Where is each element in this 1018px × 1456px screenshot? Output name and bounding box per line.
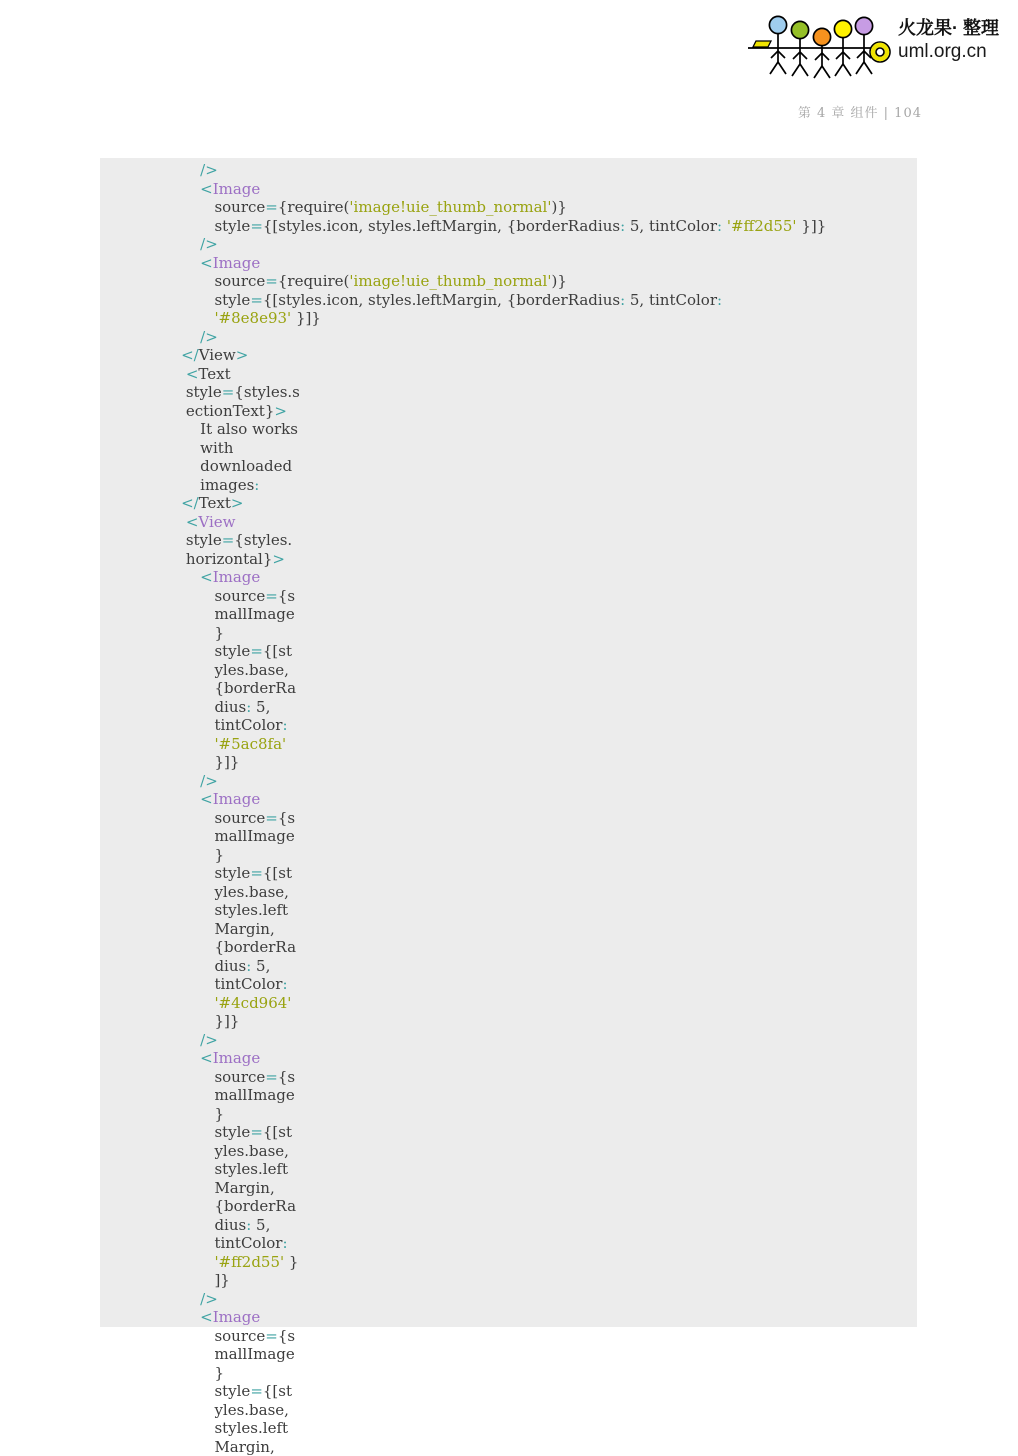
code-line: style={[st [100,864,1018,883]
code-line: mallImage [100,827,1018,846]
code-line: horizontal}> [100,550,1018,569]
code-line: downloaded [100,457,1018,476]
logo-ring-inner [876,48,884,56]
code-line: /> [100,328,1018,347]
brand-domain: uml.org.cn [898,40,1016,64]
code-line: styles.left [100,901,1018,920]
code-line: style={styles.s [100,383,1018,402]
code-line: <Image [100,1049,1018,1068]
code-line: It also works [100,420,1018,439]
code-line: style={styles. [100,531,1018,550]
code-line: mallImage [100,1345,1018,1364]
code-line: }]} [100,753,1018,772]
code-line: /> [100,1290,1018,1309]
code-line: }]} [100,1012,1018,1031]
code-line: yles.base, [100,1401,1018,1420]
code-line: <Image [100,790,1018,809]
logo-ring-band [873,45,887,59]
code-line: {borderRa [100,679,1018,698]
code-line: yles.base, [100,1142,1018,1161]
code-line: /> [100,235,1018,254]
logo-head-purple [855,17,872,34]
code-line: } [100,1364,1018,1383]
code-line: Margin, [100,1179,1018,1198]
code-line: </Text> [100,494,1018,513]
logo-head-yellow [834,20,851,37]
code-line: source={s [100,809,1018,828]
code-line: {borderRa [100,1197,1018,1216]
page-header-chapter-pagenumber: 第 4 章 组件 | 104 [700,102,922,121]
code-line: source={s [100,1327,1018,1346]
code-line: style={[st [100,642,1018,661]
logo-head-orange [813,28,830,45]
code-line: style={[st [100,1123,1018,1142]
code-line: Margin, [100,1438,1018,1456]
code-line: tintColor: [100,716,1018,735]
code-line: mallImage [100,1086,1018,1105]
code-line: <Image [100,1308,1018,1327]
code-line: <Image [100,568,1018,587]
code-line: yles.base, [100,883,1018,902]
code-line: images: [100,476,1018,495]
logo-head-blue [769,16,786,33]
code-line: mallImage [100,605,1018,624]
code-line: source={s [100,1068,1018,1087]
code-line: styles.left [100,1160,1018,1179]
code-line: } [100,624,1018,643]
brand-text [898,16,1016,64]
code-line: '#5ac8fa' [100,735,1018,754]
logo-flag [753,41,771,47]
code-line: /> [100,1031,1018,1050]
code-line: ectionText}> [100,402,1018,421]
code-lines [100,161,1018,1456]
code-line: dius: 5, [100,957,1018,976]
code-line: yles.base, [100,661,1018,680]
code-line: style={[st [100,1382,1018,1401]
code-line: '#8e8e93' }]} [100,309,1018,328]
logo-head-green [791,21,808,38]
code-line: <Text [100,365,1018,384]
code-line: style={[styles.icon, styles.leftMargin, {borderRadius: 5, tintColor: [100,291,1018,310]
brand-logo [740,6,890,80]
code-line: dius: 5, [100,698,1018,717]
code-line: dius: 5, [100,1216,1018,1235]
code-line: </View> [100,346,1018,365]
code-line: {borderRa [100,938,1018,957]
code-line: source={s [100,587,1018,606]
code-line: tintColor: [100,1234,1018,1253]
code-line: source={require('image!uie_thumb_normal')} [100,198,1018,217]
logo-figures [748,16,890,78]
code-line: } [100,1105,1018,1124]
code-line: Margin, [100,920,1018,939]
code-line: } [100,846,1018,865]
code-line: tintColor: [100,975,1018,994]
code-line: /> [100,772,1018,791]
code-line: styles.left [100,1419,1018,1438]
code-line: with [100,439,1018,458]
code-line: '#ff2d55' } [100,1253,1018,1272]
code-line: style={[styles.icon, styles.leftMargin, {borderRadius: 5, tintColor: '#ff2d55' }]} [100,217,1018,236]
code-line: source={require('image!uie_thumb_normal')} [100,272,1018,291]
code-line: <Image [100,180,1018,199]
code-line: <View [100,513,1018,532]
brand-title: 火龙果· 整理 [898,16,1016,40]
code-line: <Image [100,254,1018,273]
code-line: '#4cd964' [100,994,1018,1013]
code-line: ]} [100,1271,1018,1290]
code-line: /> [100,161,1018,180]
